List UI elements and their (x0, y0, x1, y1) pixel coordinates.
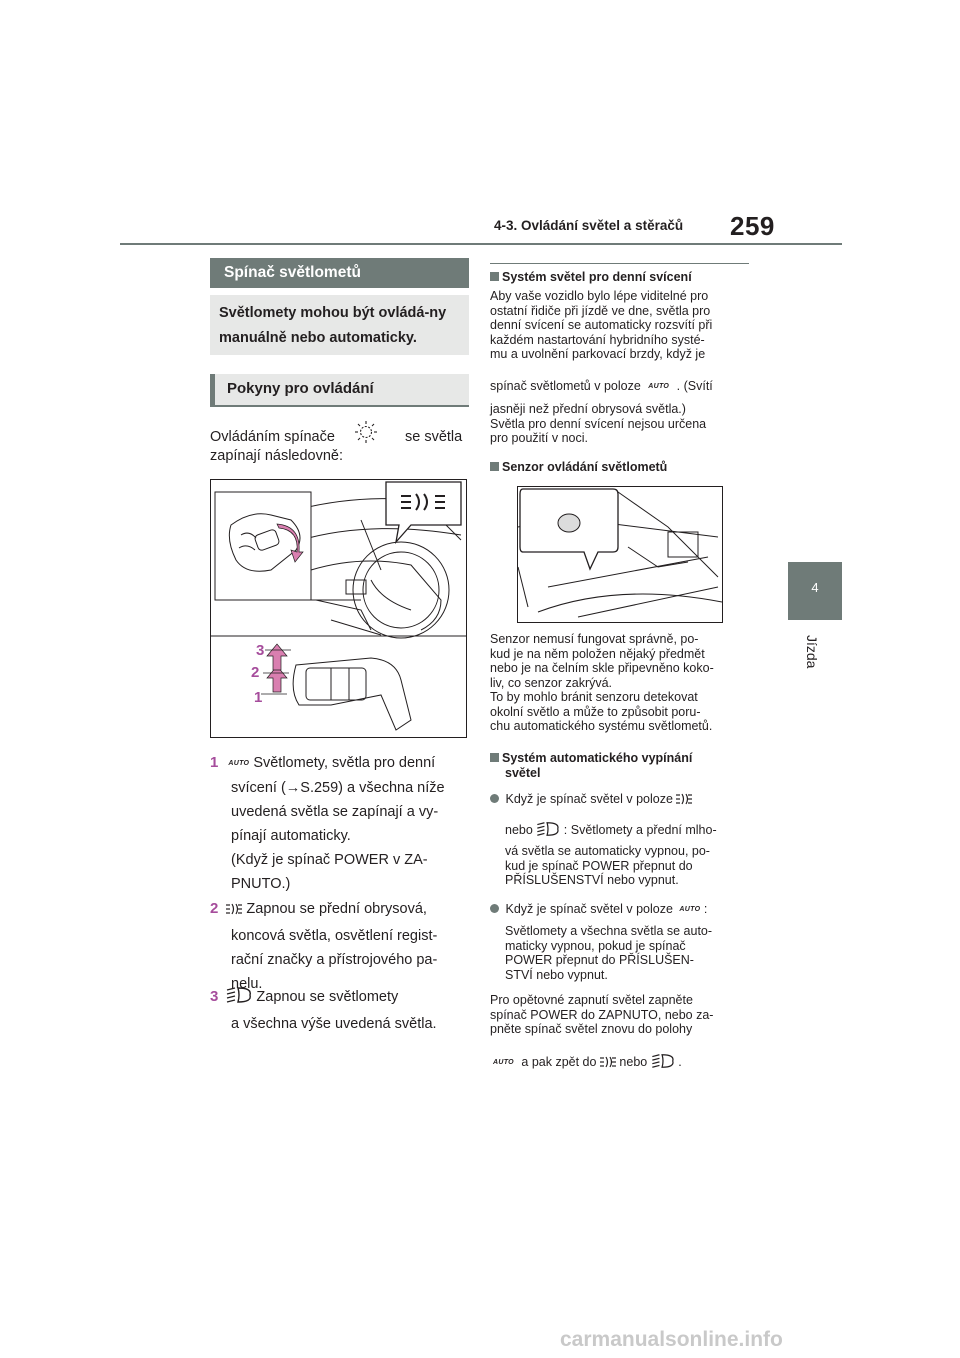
text-line: Když je spínač světel v poloze (505, 792, 673, 806)
callout-2: 2 (251, 664, 260, 681)
square-bullet-icon (490, 462, 499, 471)
section-heading: Spínač světlometů (210, 258, 469, 288)
final-icon-line (493, 1053, 682, 1073)
auto-icon: AUTO (493, 1059, 514, 1066)
square-bullet-icon (490, 753, 499, 762)
switch-illustration (211, 480, 466, 737)
sensor-figure (517, 486, 723, 623)
square-bullet-icon (490, 272, 499, 281)
text-line: Aby vaše vozidlo bylo lépe viditelné pro (490, 289, 709, 303)
item-1 (210, 751, 472, 896)
auto-icon: AUTO (679, 906, 701, 913)
text-line: jasněji než přední obrysová světla.) (490, 402, 686, 416)
text-line: pro použití v noci. (490, 431, 588, 445)
text-line: Senzor nemusí fungovat správně, po- (490, 632, 699, 646)
item-number: 3 (210, 988, 219, 1005)
text-line: nebo (619, 1055, 648, 1069)
headlight-icon (651, 1053, 675, 1073)
item-line: koncová světla, osvětlení regist- (231, 928, 438, 944)
para-text-b: se světla (405, 429, 463, 445)
sensor-paragraph (490, 632, 755, 734)
drl-paragraph (490, 289, 755, 362)
item-line: uvedená světla se zapínají a vy- (231, 804, 439, 820)
parking-light-icon (676, 792, 692, 810)
text-line: a pak zpět do (521, 1055, 597, 1069)
text-line: STVÍ nebo vypnut. (505, 967, 608, 982)
text-line: liv, co senzor zakrývá. (490, 675, 613, 690)
item-2 (210, 897, 472, 996)
item-3 (210, 985, 472, 1036)
parking-light-icon (600, 1055, 616, 1073)
headlight-icon (226, 986, 252, 1012)
bullet-1-second-line (505, 821, 717, 841)
item-line: Světlomety, světla pro denní (253, 755, 436, 771)
item-line: rační značky a přístrojového pa- (231, 952, 438, 968)
text-line: Světla pro denní svícení nejsou určena (490, 416, 707, 431)
page-number: 259 (730, 211, 775, 241)
item-line: PNUTO.) (231, 876, 291, 892)
text-line: POWER přepnut do PŘÍSLUŠEN- (505, 953, 694, 967)
text-line: spínač světlometů v poloze (490, 379, 641, 393)
final-paragraph (490, 993, 755, 1037)
text-line: vá světla se automaticky vypnou, po- (505, 844, 710, 858)
text-line: : (703, 902, 708, 916)
bullet-2-body (505, 924, 760, 982)
text-line: chu automatického systému světlometů. (490, 719, 713, 733)
item-number: 2 (210, 900, 219, 917)
item-line: pínají automaticky. (231, 828, 351, 844)
parking-light-icon (226, 900, 242, 924)
item-number: 1 (210, 754, 219, 771)
text-line: maticky vypnou, pokud je spínač (505, 938, 686, 953)
item-line: nelu. (231, 976, 263, 992)
text-line: : Světlomety a přední mlho- (563, 823, 717, 837)
para-text-c: zapínají následovně: (210, 448, 344, 464)
subheading: Pokyny pro ovládání (210, 374, 469, 407)
watermark: carmanualsonline.info (560, 1328, 783, 1351)
text-line: Světlomety a všechna světla se auto- (505, 924, 713, 938)
text-line: Pro opětovné zapnutí světel zapněte (490, 993, 693, 1007)
bullet-1-body (505, 844, 760, 888)
drl-paragraph-2 (490, 402, 755, 446)
item-line: (Když je spínač POWER v ZA- (231, 852, 428, 868)
text-line: každém nastartování hybridního systé- (490, 332, 705, 347)
intro-box (210, 295, 469, 355)
drl-heading (490, 270, 692, 285)
drl-heading-text: Systém světel pro denní svícení (502, 270, 692, 284)
text-line: denní svícení se automaticky rozsvítí při (490, 318, 713, 332)
text-line: okolní světlo a může to způsobit poru- (490, 704, 701, 719)
text-line: To by mohlo bránit senzoru detekovat (490, 690, 698, 704)
item-line: svícení (→S.259) a všechna níže (231, 780, 445, 796)
headlight-icon (536, 821, 560, 841)
para-text-a: Ovládáním spínače (210, 429, 335, 445)
round-bullet-icon (490, 904, 499, 913)
chapter-tab: 4 (788, 562, 842, 620)
column-rule (490, 263, 749, 264)
text-line: PŘÍSLUŠENSTVÍ nebo vypnut. (505, 873, 679, 887)
drl-icon-line (490, 379, 713, 395)
section-title: 4-3. Ovládání světel a stěračů (494, 218, 684, 233)
auto-icon: AUTO (228, 760, 250, 767)
sensor-heading (490, 460, 667, 475)
sensor-heading-text: Senzor ovládání světlometů (502, 460, 668, 474)
auto-off-heading-text: světel (505, 766, 541, 780)
auto-icon: AUTO (648, 383, 670, 390)
callout-3: 3 (256, 642, 265, 659)
text-line: Když je spínač světel v poloze (505, 902, 673, 916)
round-bullet-icon (490, 794, 499, 803)
bullet-2-first-line (490, 902, 707, 918)
text-line: pněte spínač světel znovu do polohy (490, 1022, 693, 1036)
item-line: a všechna výše uvedená světla. (231, 1016, 437, 1032)
text-line: ostatní řidiče při jízdě ve dne, světla pro (490, 303, 711, 318)
headlight-switch-figure (210, 479, 467, 738)
text-line: kud je spínač POWER přepnut do (505, 858, 693, 873)
chapter-label: Jízda (804, 635, 820, 669)
text-line: nebo (505, 823, 533, 837)
callout-1: 1 (254, 689, 263, 706)
text-line: nebo je na čelním skle připevněno koko- (490, 661, 714, 675)
text-line: . (678, 1055, 682, 1069)
text-line: . (Svítí (676, 379, 713, 393)
header-rule (120, 243, 842, 245)
item-line: Zapnou se světlomety (256, 989, 399, 1005)
sensor-illustration (518, 487, 722, 622)
text-line: kud je na něm položen nějaký předmět (490, 646, 705, 661)
item-line: Zapnou se přední obrysová, (246, 901, 427, 917)
intro-text: Světlomety mohou být ovládá-ny manuálně nebo automaticky. (219, 305, 447, 346)
light-switch-icon (353, 420, 379, 452)
auto-off-heading (490, 751, 692, 781)
text-line: mu a uvolnění parkovací brzdy, když je (490, 347, 706, 361)
text-line: spínač POWER do ZAPNUTO, nebo za- (490, 1007, 714, 1022)
auto-off-heading-text: Systém automatického vypínání (502, 751, 693, 765)
bullet-1-first-line (490, 792, 692, 810)
